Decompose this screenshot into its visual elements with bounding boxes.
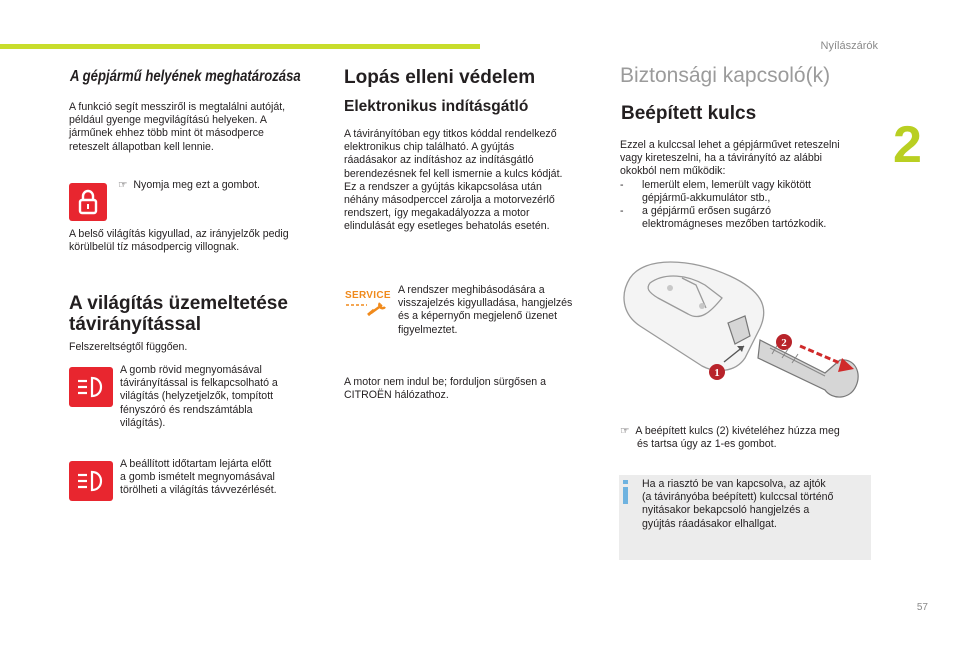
remote-lighting-off-text: A beállított időtartam lejárta előtt a gomb ismételt megnyomásával törölheti a világítás távvezérlését. (120, 458, 277, 497)
header-accent-bar (0, 44, 480, 49)
callout-1: 1 (714, 367, 720, 379)
anti-theft-title: Lopás elleni védelem (344, 67, 536, 88)
step-arrow-icon: ☞ (620, 425, 630, 437)
chapter-number: 2 (893, 116, 922, 174)
engine-not-start-text: A motor nem indul be; forduljon sürgősen a CITROËN hálózathoz. (344, 376, 546, 402)
info-text: Ha a riasztó be van kapcsolva, az ajtók (a távirányóba beépített) kulccsal történő nyitásakor bekapcsoló hangjelzés a gyújtás ráadásakor elhallgat. (642, 478, 834, 530)
step-arrow-icon: ☞ (118, 179, 128, 191)
safety-switch-title: Biztonsági kapcsoló(k) (620, 64, 831, 87)
bullet-item: - a gépjármű erősen sugárzó elektromágneses mezőben tartózkodik. (620, 205, 827, 231)
section-name: Nyílászárók (820, 40, 878, 52)
page-number: 57 (916, 602, 928, 613)
headlight-icon (69, 367, 113, 407)
integrated-key-intro: Ezzel a kulccsal lehet a gépjárművet reteszelni vagy kireteszelni, ha a távirányító az alábbi okokból nem működik: - lemerült elem, lemerült vagy kikötött gépjármű-akkumulátor stb., - a gépjármű erősen sugárzó elektromágneses mezőben tartózkodik. (620, 139, 882, 231)
vehicle-locator-intro: A funkció segít messziről is megtalálni autóját, például gyenge megvilágítású helyeken. A járműnek ehhez több mint öt másodperce reteszelt állapotban kell lennie. (69, 101, 286, 153)
callout-2: 2 (781, 337, 787, 349)
light-note: A belső világítás kigyullad, az irányjelzők pedig körülbelül tíz másodpercig villognak. (69, 228, 289, 254)
info-icon (623, 480, 629, 504)
equipment-note: Felszereltségtől függően. (69, 341, 188, 353)
remote-lighting-title: A világítás üzemeltetése távirányítással (69, 293, 288, 335)
lock-icon (69, 183, 107, 221)
remote-lighting-text: A gomb rövid megnyomásával távirányítással is felkapcsolható a világítás (helyzetjelzők, tompított fényszóró és rendszámtábla világítás). (120, 364, 278, 429)
key-removal-step: ☞ A beépített kulcs (2) kivételéhez húzza meg és tartsa úgy az 1-es gombot. (620, 425, 840, 451)
bullet-item: - lemerült elem, lemerült vagy kikötött gépjármű-akkumulátor stb., (620, 178, 811, 204)
service-warning-text: A rendszer meghibásodására a visszajelzés kigyulladása, hangjelzés és a képernyőn megjelenő üzenet figyelmeztet. (398, 284, 573, 336)
lock-step: ☞ Nyomja meg ezt a gombot. (118, 179, 260, 191)
key-fob-illustration (610, 248, 880, 420)
integrated-key-subtitle: Beépített kulcs (621, 103, 757, 124)
service-warning-icon: SERVICE (345, 290, 389, 320)
vehicle-locator-title: A gépjármű helyének meghatározása (70, 68, 301, 85)
immobiliser-subtitle: Elektronikus indításgátló (344, 98, 529, 115)
immobiliser-text: A távirányítóban egy titkos kóddal rendelkező elektronikus chip található. A gyújtás ráadásakor az indításhoz az indításgátló berendezésnek fel kell ismernie a kulcs kódját. Ez a rendszer a gyújtás kikapcsolása után néhány másodperccel zárolja a motorvezérlő rendszert, így megakadályozza a motor elindulását egy esetleges behatolás esetén. (344, 128, 563, 233)
headlight-icon (69, 461, 113, 501)
